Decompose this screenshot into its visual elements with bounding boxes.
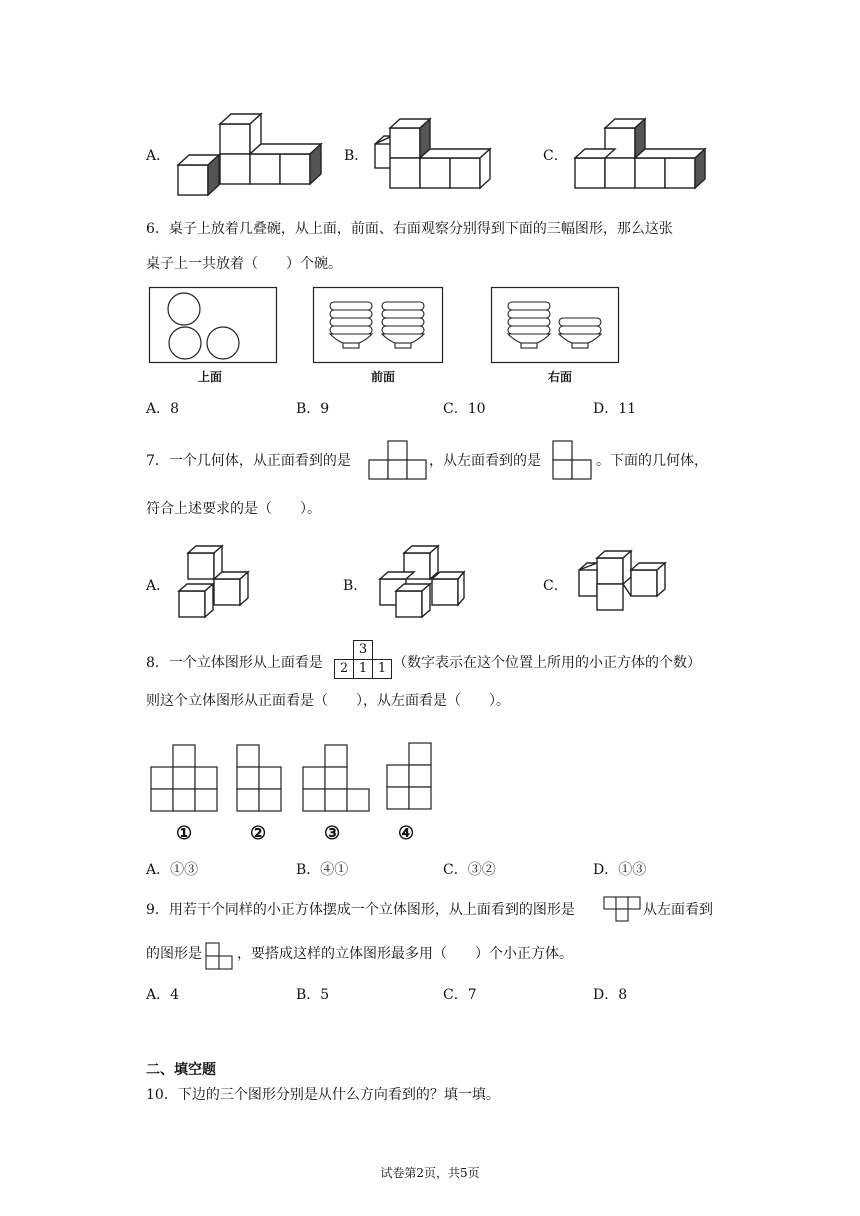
q8-figure-label-4: ④ (398, 823, 415, 844)
q8-text-part1: 8．一个立体图形从上面看是 (146, 655, 323, 671)
q7-option-c[interactable]: C． (543, 578, 568, 594)
q6-caption-right: 右面 (547, 370, 572, 384)
q8-grid-cell-3: 1 (372, 659, 392, 679)
q8-figure-2 (236, 744, 284, 814)
q8-top-view-grid (334, 640, 392, 680)
q8-figure-4 (386, 742, 434, 814)
q9-left-view-shape (205, 942, 237, 970)
q8-option-d[interactable]: D．①③ (593, 862, 647, 878)
q7-figure-c (577, 550, 669, 614)
q6-front-view (313, 287, 443, 363)
q7-figure-b (378, 545, 464, 620)
q7-option-a[interactable]: A． (146, 578, 171, 594)
q9-text-line2b: ，要搭成这样的立体图形最多用（ ）个小正方体。 (237, 946, 573, 962)
q7-figure-a (176, 545, 248, 620)
section-2-heading: 二、填空题 (146, 1062, 216, 1078)
q5-figure-a (175, 112, 330, 197)
q7-text-line2: 符合上述要求的是（ ）。 (146, 501, 321, 517)
q9-option-a[interactable]: A．4 (146, 987, 180, 1003)
q8-figure-label-1: ① (176, 823, 193, 844)
q8-figure-3 (302, 744, 372, 814)
q8-grid-cell-1: 2 (334, 659, 354, 679)
q8-option-b[interactable]: B．④① (296, 862, 349, 878)
q7-front-view-shape (368, 440, 428, 482)
q6-top-view (149, 287, 277, 363)
q9-option-c[interactable]: C．7 (443, 987, 477, 1003)
q7-text-part2: ，从左面看到的是 (429, 453, 541, 469)
q7-text-part1: 7．一个几何体，从正面看到的是 (146, 453, 351, 469)
q9-text-line2a: 的图形是 (146, 946, 202, 962)
q5-option-a[interactable]: A． (146, 148, 171, 164)
q6-caption-top: 上面 (197, 370, 222, 384)
q7-option-b[interactable]: B． (343, 578, 368, 594)
q10-text: 10．下边的三个图形分别是从什么方向看到的？填一填。 (146, 1087, 500, 1103)
q8-figure-label-3: ③ (324, 823, 341, 844)
q9-top-view-shape (603, 896, 643, 922)
q6-right-view (491, 287, 619, 363)
q9-option-d[interactable]: D．8 (593, 987, 628, 1003)
page-footer: 试卷第2页，共5页 (380, 1166, 480, 1180)
q8-figure-label-2: ② (250, 823, 267, 844)
q5-figure-c (573, 115, 713, 190)
q7-text-part3: 。下面的几何体， (596, 453, 708, 469)
q6-text-line1: 6．桌子上放着几叠碗，从上面，前面、右面观察分别得到下面的三幅图形，那么这张 (146, 221, 673, 237)
q5-option-b[interactable]: B． (344, 148, 369, 164)
q8-text-line2: 则这个立体图形从正面看是（ ），从左面看是（ ）。 (146, 693, 510, 709)
q6-option-a[interactable]: A．8 (146, 401, 180, 417)
q8-figure-1 (150, 744, 220, 814)
q5-option-c[interactable]: C． (543, 148, 568, 164)
q8-text-part2: （数字表示在这个位置上所用的小正方体的个数） (393, 655, 701, 671)
q7-left-view-shape (552, 440, 594, 482)
q9-text-part2: 从左面看到 (643, 902, 713, 918)
q5-figure-b (372, 116, 497, 191)
q8-option-a[interactable]: A．①③ (146, 862, 199, 878)
q6-text-line2: 桌子上一共放着（ ）个碗。 (146, 256, 342, 272)
q8-grid-cell-2: 1 (353, 659, 373, 679)
q6-option-b[interactable]: B．9 (296, 401, 330, 417)
q9-option-b[interactable]: B．5 (296, 987, 330, 1003)
q6-option-c[interactable]: C．10 (443, 401, 486, 417)
q9-text-part1: 9．用若干个同样的小正方体摆成一个立体图形，从上面看到的图形是 (146, 902, 575, 918)
q8-grid-cell-top: 3 (353, 640, 373, 660)
q6-option-d[interactable]: D．11 (593, 401, 637, 417)
q8-option-c[interactable]: C．③② (443, 862, 496, 878)
q6-caption-front: 前面 (370, 370, 395, 384)
